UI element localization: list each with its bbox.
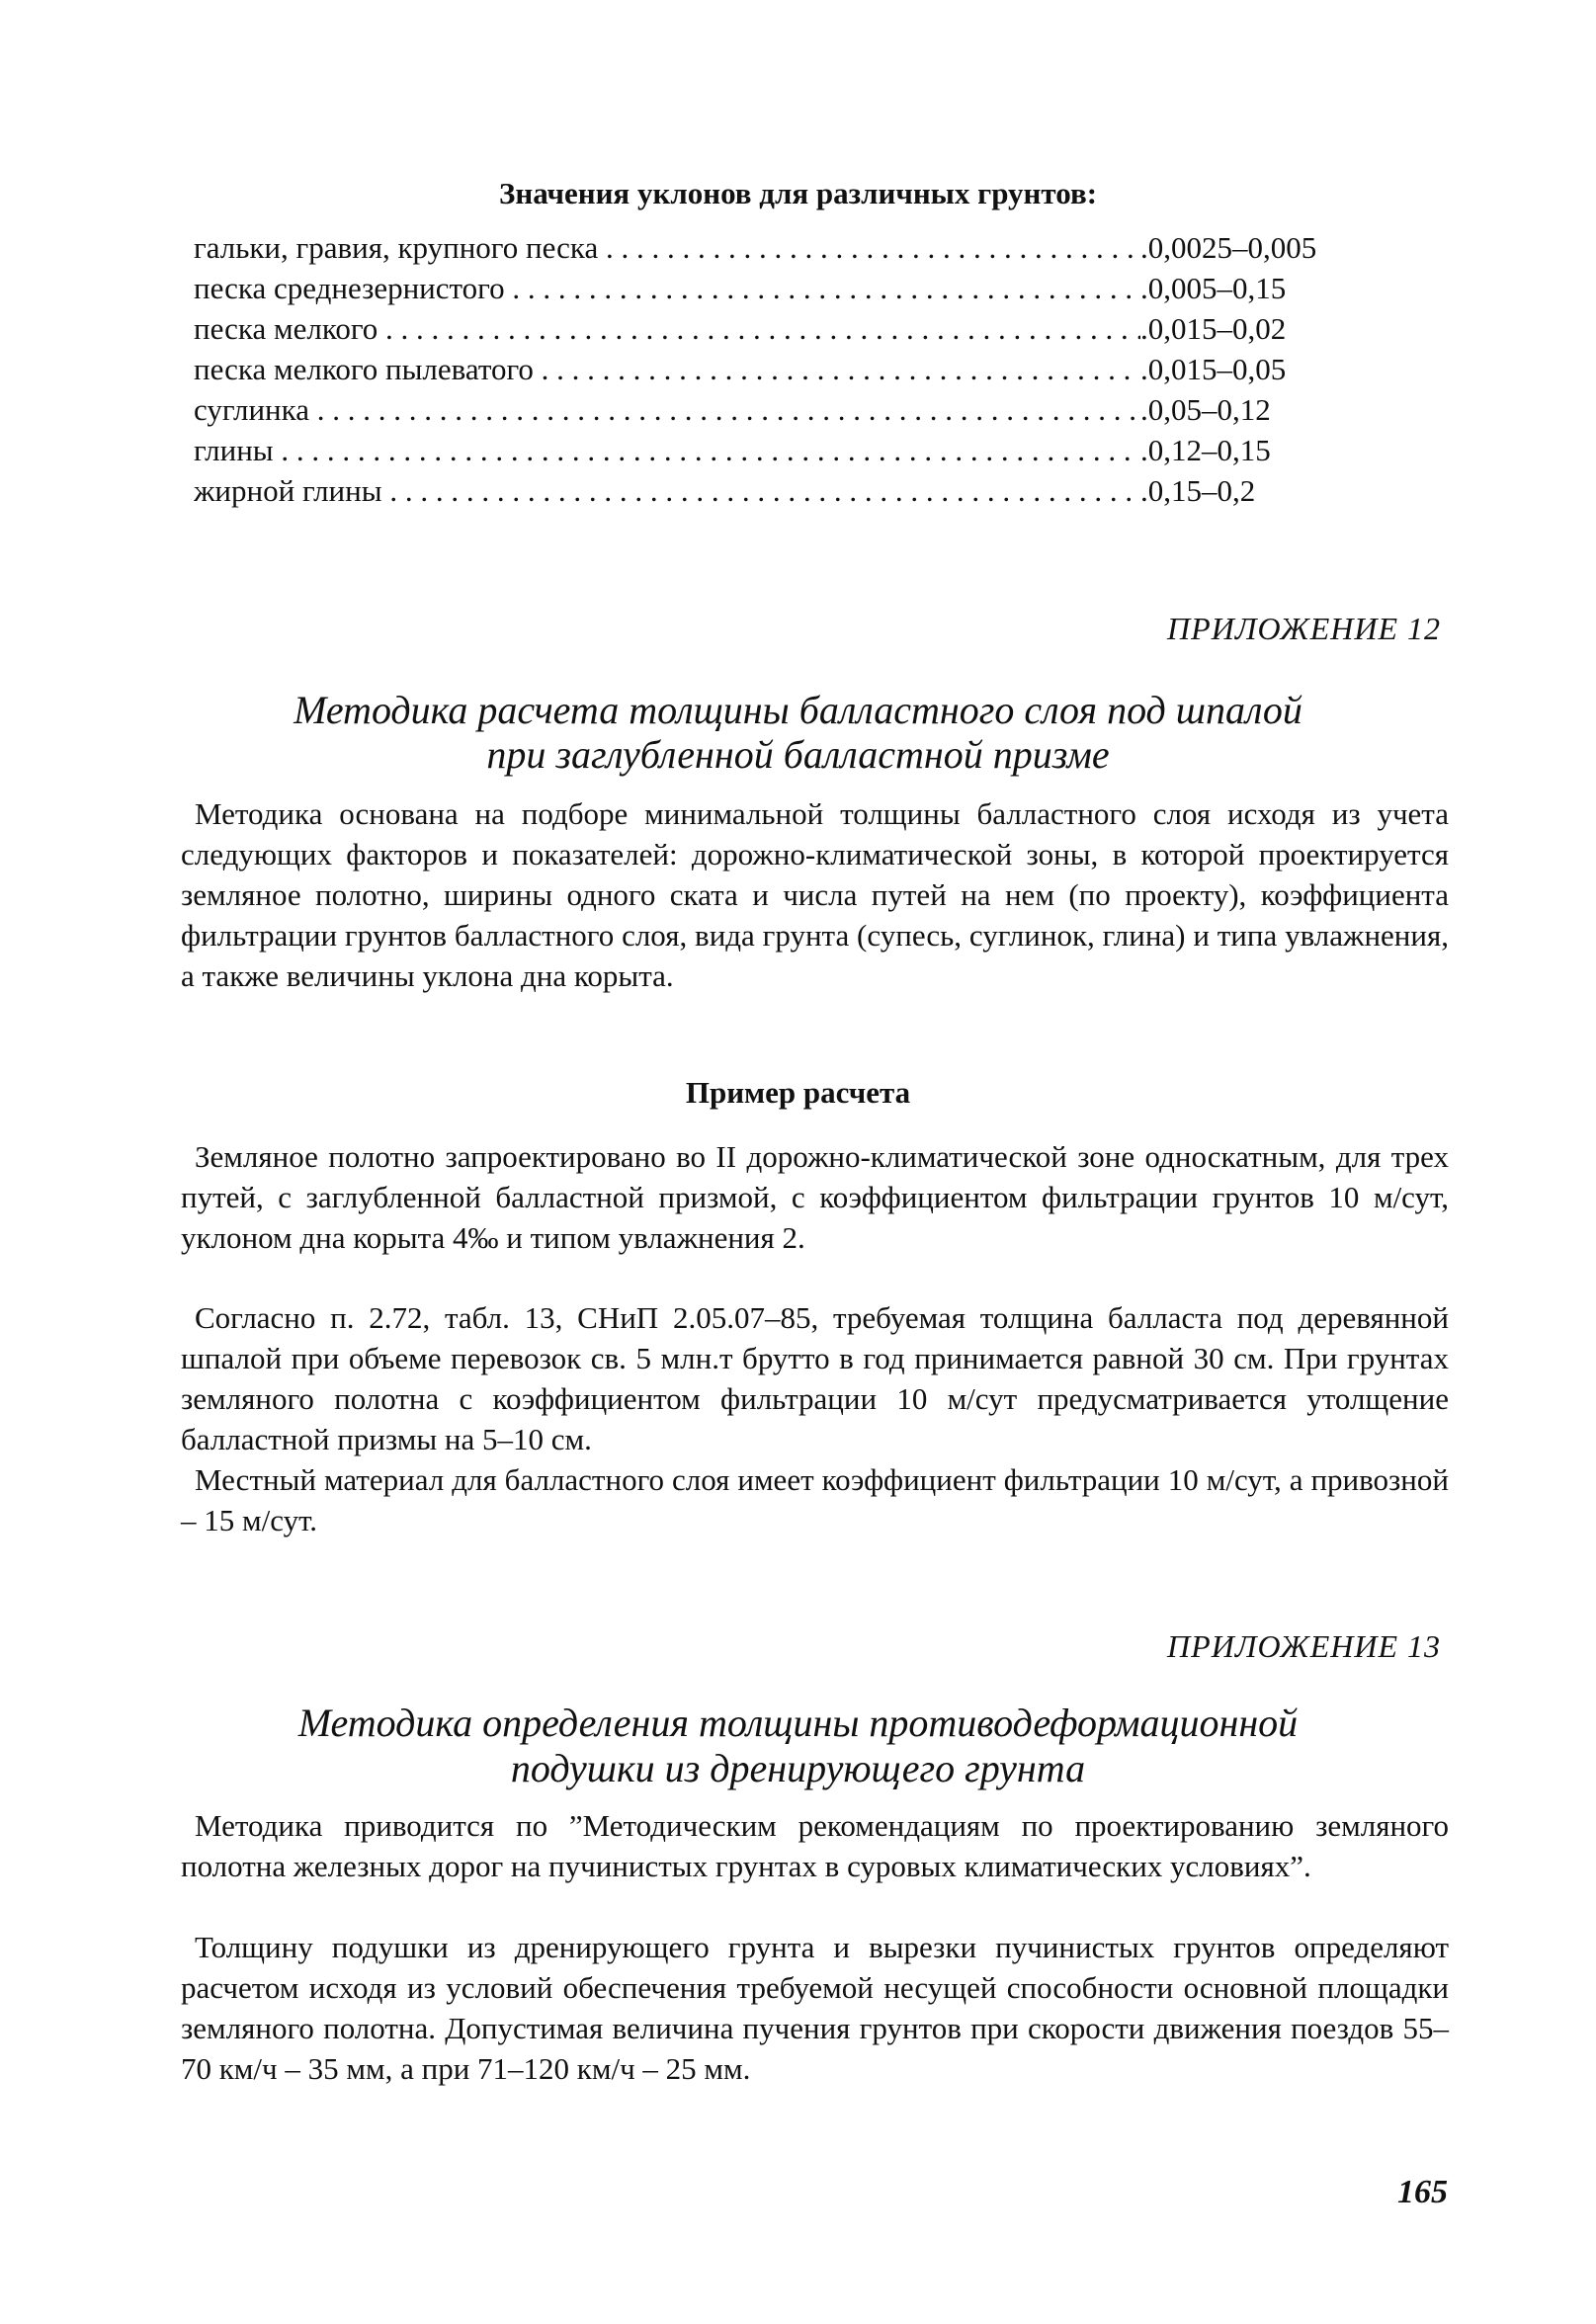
slope-label: песка среднезернистого . . .: [194, 268, 1140, 308]
slope-row: [194, 308, 1380, 349]
example-heading: Пример расчета: [685, 1075, 911, 1110]
slope-label: жирной глины . . .: [194, 470, 1140, 511]
slope-row: [194, 430, 1380, 470]
appendix-13-paragraph-1: Методика приводится по ”Методическим рекомендациям по проектированию земляного полотна железных дорог на пучинистых грунтах в суровых климатических условиях”.: [181, 1808, 1449, 1883]
appendix-12-paragraph: Методика основана на подборе минимальной толщины балластного слоя исходя из учета следующих факторов и показателей: дорожно-климатической зоны, в которой проектируется земляное полотно, ширины одного ската и числа путей на нем (по проекту), коэффициента фильтрации грунтов балластного слоя, вида грунта (супесь, суглинок, глина) и типа увлажнения, а также величины уклона дна корыта.: [181, 796, 1449, 993]
slope-value: .0,0025–0,005: [1140, 230, 1317, 265]
slope-value: .0,12–0,15: [1140, 433, 1271, 467]
appendix-13-paragraph-2: Толщину подушки из дренирующего грунта и вырезки пучинистых грунтов определяют расчетом исходя из условий обеспечения требуемой несущей способности основной площадки земляного полотна. Допустимая величина пучения грунтов при скорости движения поездов 55–70 км/ч – 35 мм, а при 71–120 км/ч – 25 мм.: [181, 1930, 1449, 2086]
appendix-12-title-line-2: при заглубленной балластной призме: [486, 732, 1110, 777]
example-paragraph-2: Согласно п. 2.72, табл. 13, СНиП 2.05.07–85, требуемая толщина балласта под деревянной шпалой при объеме перевозок св. 5 млн.т брутто в год принимается равной 30 см. При грунтах земляного полотна с коэффициентом фильтрации 10 м/сут предусматривается утолщение балластной призмы на 5–10 см.: [181, 1300, 1449, 1456]
slope-value: .0,015–0,05: [1140, 352, 1287, 386]
slope-row: [194, 470, 1380, 511]
slope-label: песка мелкого . . .: [194, 308, 1140, 349]
slope-value: .0,015–0,02: [1140, 311, 1287, 346]
appendix-13-title-line-1: Методика определения толщины противодеформационной: [297, 1701, 1299, 1745]
appendix-12-label: ПРИЛОЖЕНИЕ 12: [1167, 611, 1441, 646]
slopes-heading: Значения уклонов для различных грунтов:: [498, 176, 1098, 210]
example-paragraph-3: Местный материал для балластного слоя имеет коэффициент фильтрации 10 м/сут, а привозной – 15 м/сут.: [181, 1462, 1449, 1537]
slope-label: песка мелкого пылеватого . . .: [194, 349, 1140, 389]
appendix-13-label: ПРИЛОЖЕНИЕ 13: [1167, 1628, 1441, 1664]
slope-label: глины . . .: [194, 430, 1140, 470]
appendix-13-title-line-2: подушки из дренирующего грунта: [510, 1746, 1086, 1790]
slope-row: [194, 389, 1380, 430]
slope-label: гальки, гравия, крупного песка . . .: [194, 227, 1140, 268]
slope-row: [194, 268, 1380, 308]
page-number: 165: [1397, 2174, 1448, 2210]
slope-value: .0,005–0,15: [1140, 271, 1287, 305]
slope-value: .0,15–0,2: [1140, 473, 1256, 508]
slope-label: суглинка . . .: [194, 389, 1140, 430]
slopes-table: [194, 227, 1380, 511]
slope-value: .0,05–0,12: [1140, 392, 1271, 427]
example-paragraph-1: Земляное полотно запроектировано во II дорожно-климатической зоне односкатным, для трех путей, с заглубленной балластной призмой, с коэффициентом фильтрации грунтов 10 м/сут, уклоном дна корыта 4‰ и типом увлажнения 2.: [181, 1139, 1449, 1255]
slope-row: [194, 227, 1380, 268]
appendix-12-title-line-1: Методика расчета толщины балластного слоя под шпалой: [294, 688, 1302, 732]
slope-row: [194, 349, 1380, 389]
